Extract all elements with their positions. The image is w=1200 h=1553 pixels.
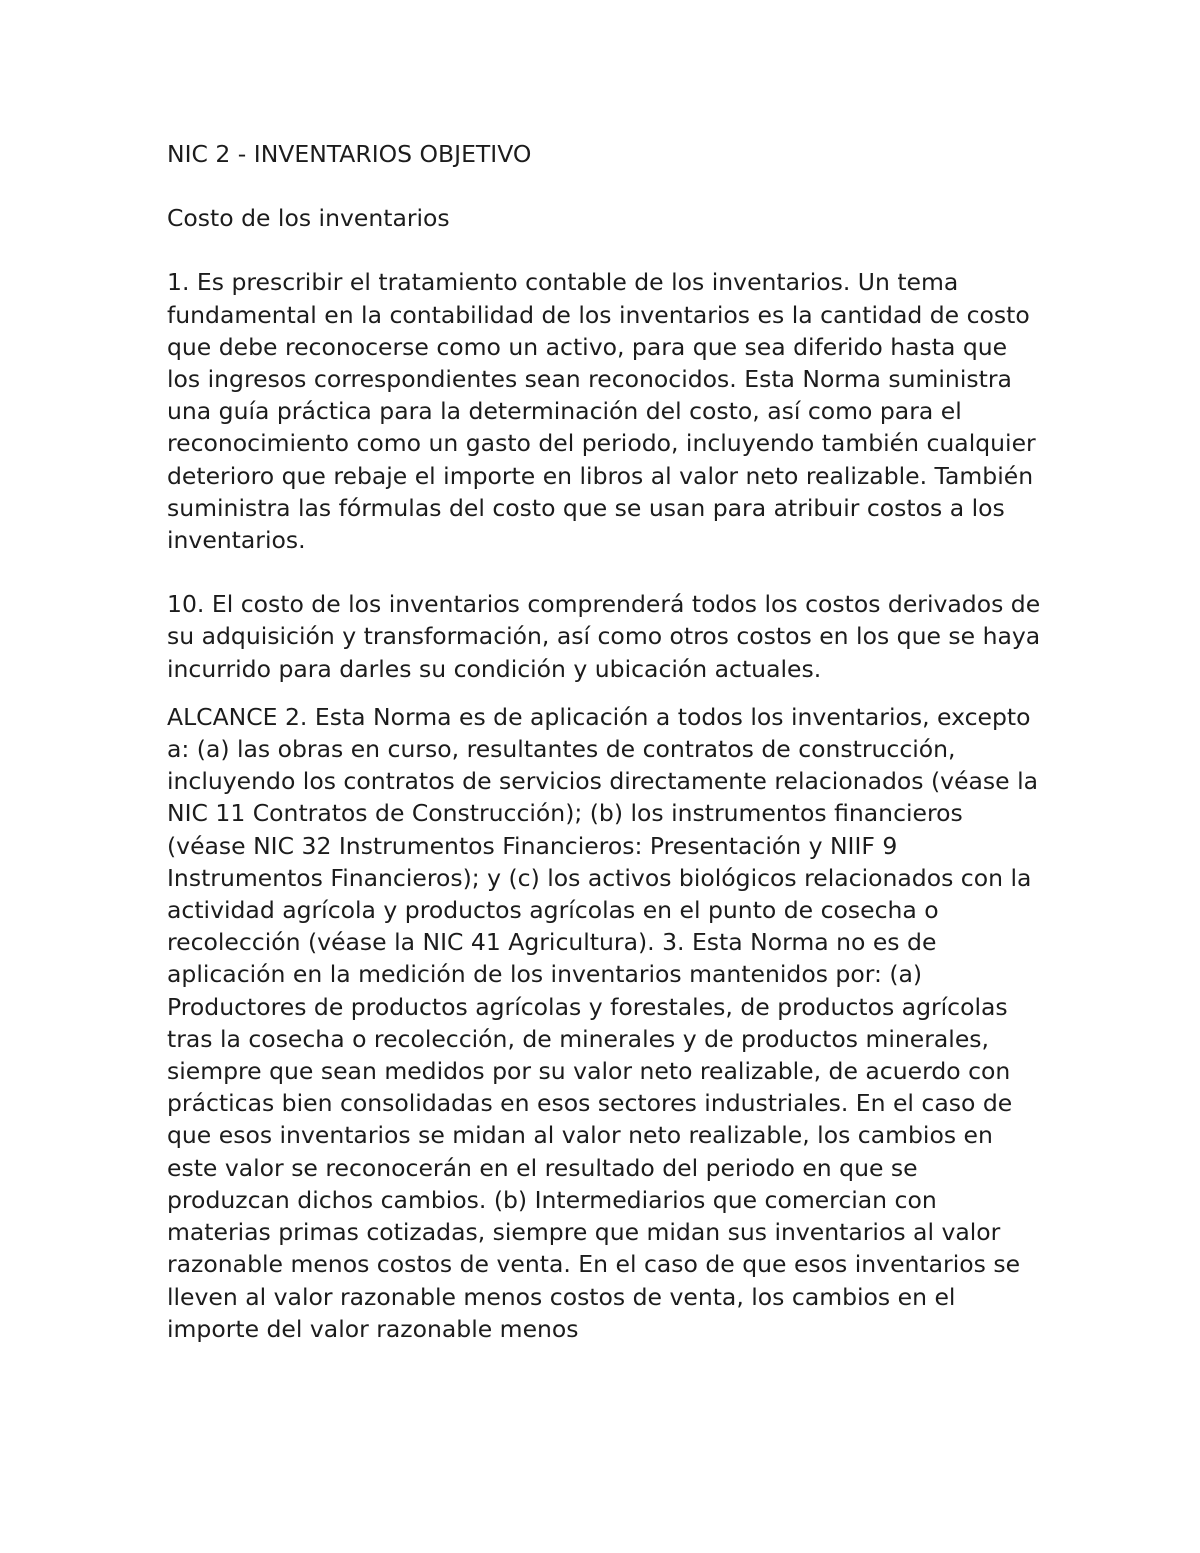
document-title: NIC 2 - INVENTARIOS OBJETIVO [167,140,532,168]
paragraph-cost: 10. El costo de los inventarios comprenderá todos los costos derivados de su adquisición y transformación, así como otros costos en los que se haya incurrido para darles su condición y ubicación actuales. [167,590,1041,683]
paragraph-scope: ALCANCE 2. Esta Norma es de aplicación a todos los inventarios, excepto a: (a) las obras en curso, resultantes de contratos de construcción, incluyendo los contratos de servicios directamente relacionados (véase la NIC 11 Contratos de Construcción); (b) los instrumentos financieros (véase NIC 32 Instrumentos Financieros: Presentación y NIIF 9 Instrumentos Financieros); y (c) los activos biológicos relacionados con la actividad agrícola y productos agrícolas en el punto de cosecha o recolección (véase la NIC 41 Agricultura). 3. Esta Norma no es de aplicación en la medición de los inventarios mantenidos por: (a) Productores de productos agrícolas y forestales, de productos agrícolas tras la cosecha o recolección, de minerales y de productos minerales, siempre que sean medidos por su valor neto realizable, de acuerdo con prácticas bien consolidadas en esos sectores industriales. En el caso de que esos inventarios se midan al valor neto realizable, los cambios en este valor se reconocerán en el resultado del periodo en que se produzcan dichos cambios. (b) Intermediarios que comercian con materias primas cotizadas, siempre que midan sus inventarios al valor razonable menos costos de venta. En el caso de que esos inventarios se lleven al valor razonable menos costos de venta, los cambios en el importe del valor razonable menos [167,702,1039,1343]
paragraph-objective: 1. Es prescribir el tratamiento contable de los inventarios. Un tema fundamental en la contabilidad de los inventarios es la cantidad de costo que debe reconocerse como un activo, para que sea diferido hasta que los ingresos correspondientes sean reconocidos. Esta Norma suministra una guía práctica para la determinación del costo, así como para el reconocimiento como un gasto del periodo, incluyendo también cualquier deterioro que rebaje el importe en libros al valor neto realizable. También suministra las fórmulas del costo que se usan para atribuir costos a los inventarios. [167,268,1036,555]
document-page [167,138,1047,1345]
document-subtitle: Costo de los inventarios [167,204,450,233]
